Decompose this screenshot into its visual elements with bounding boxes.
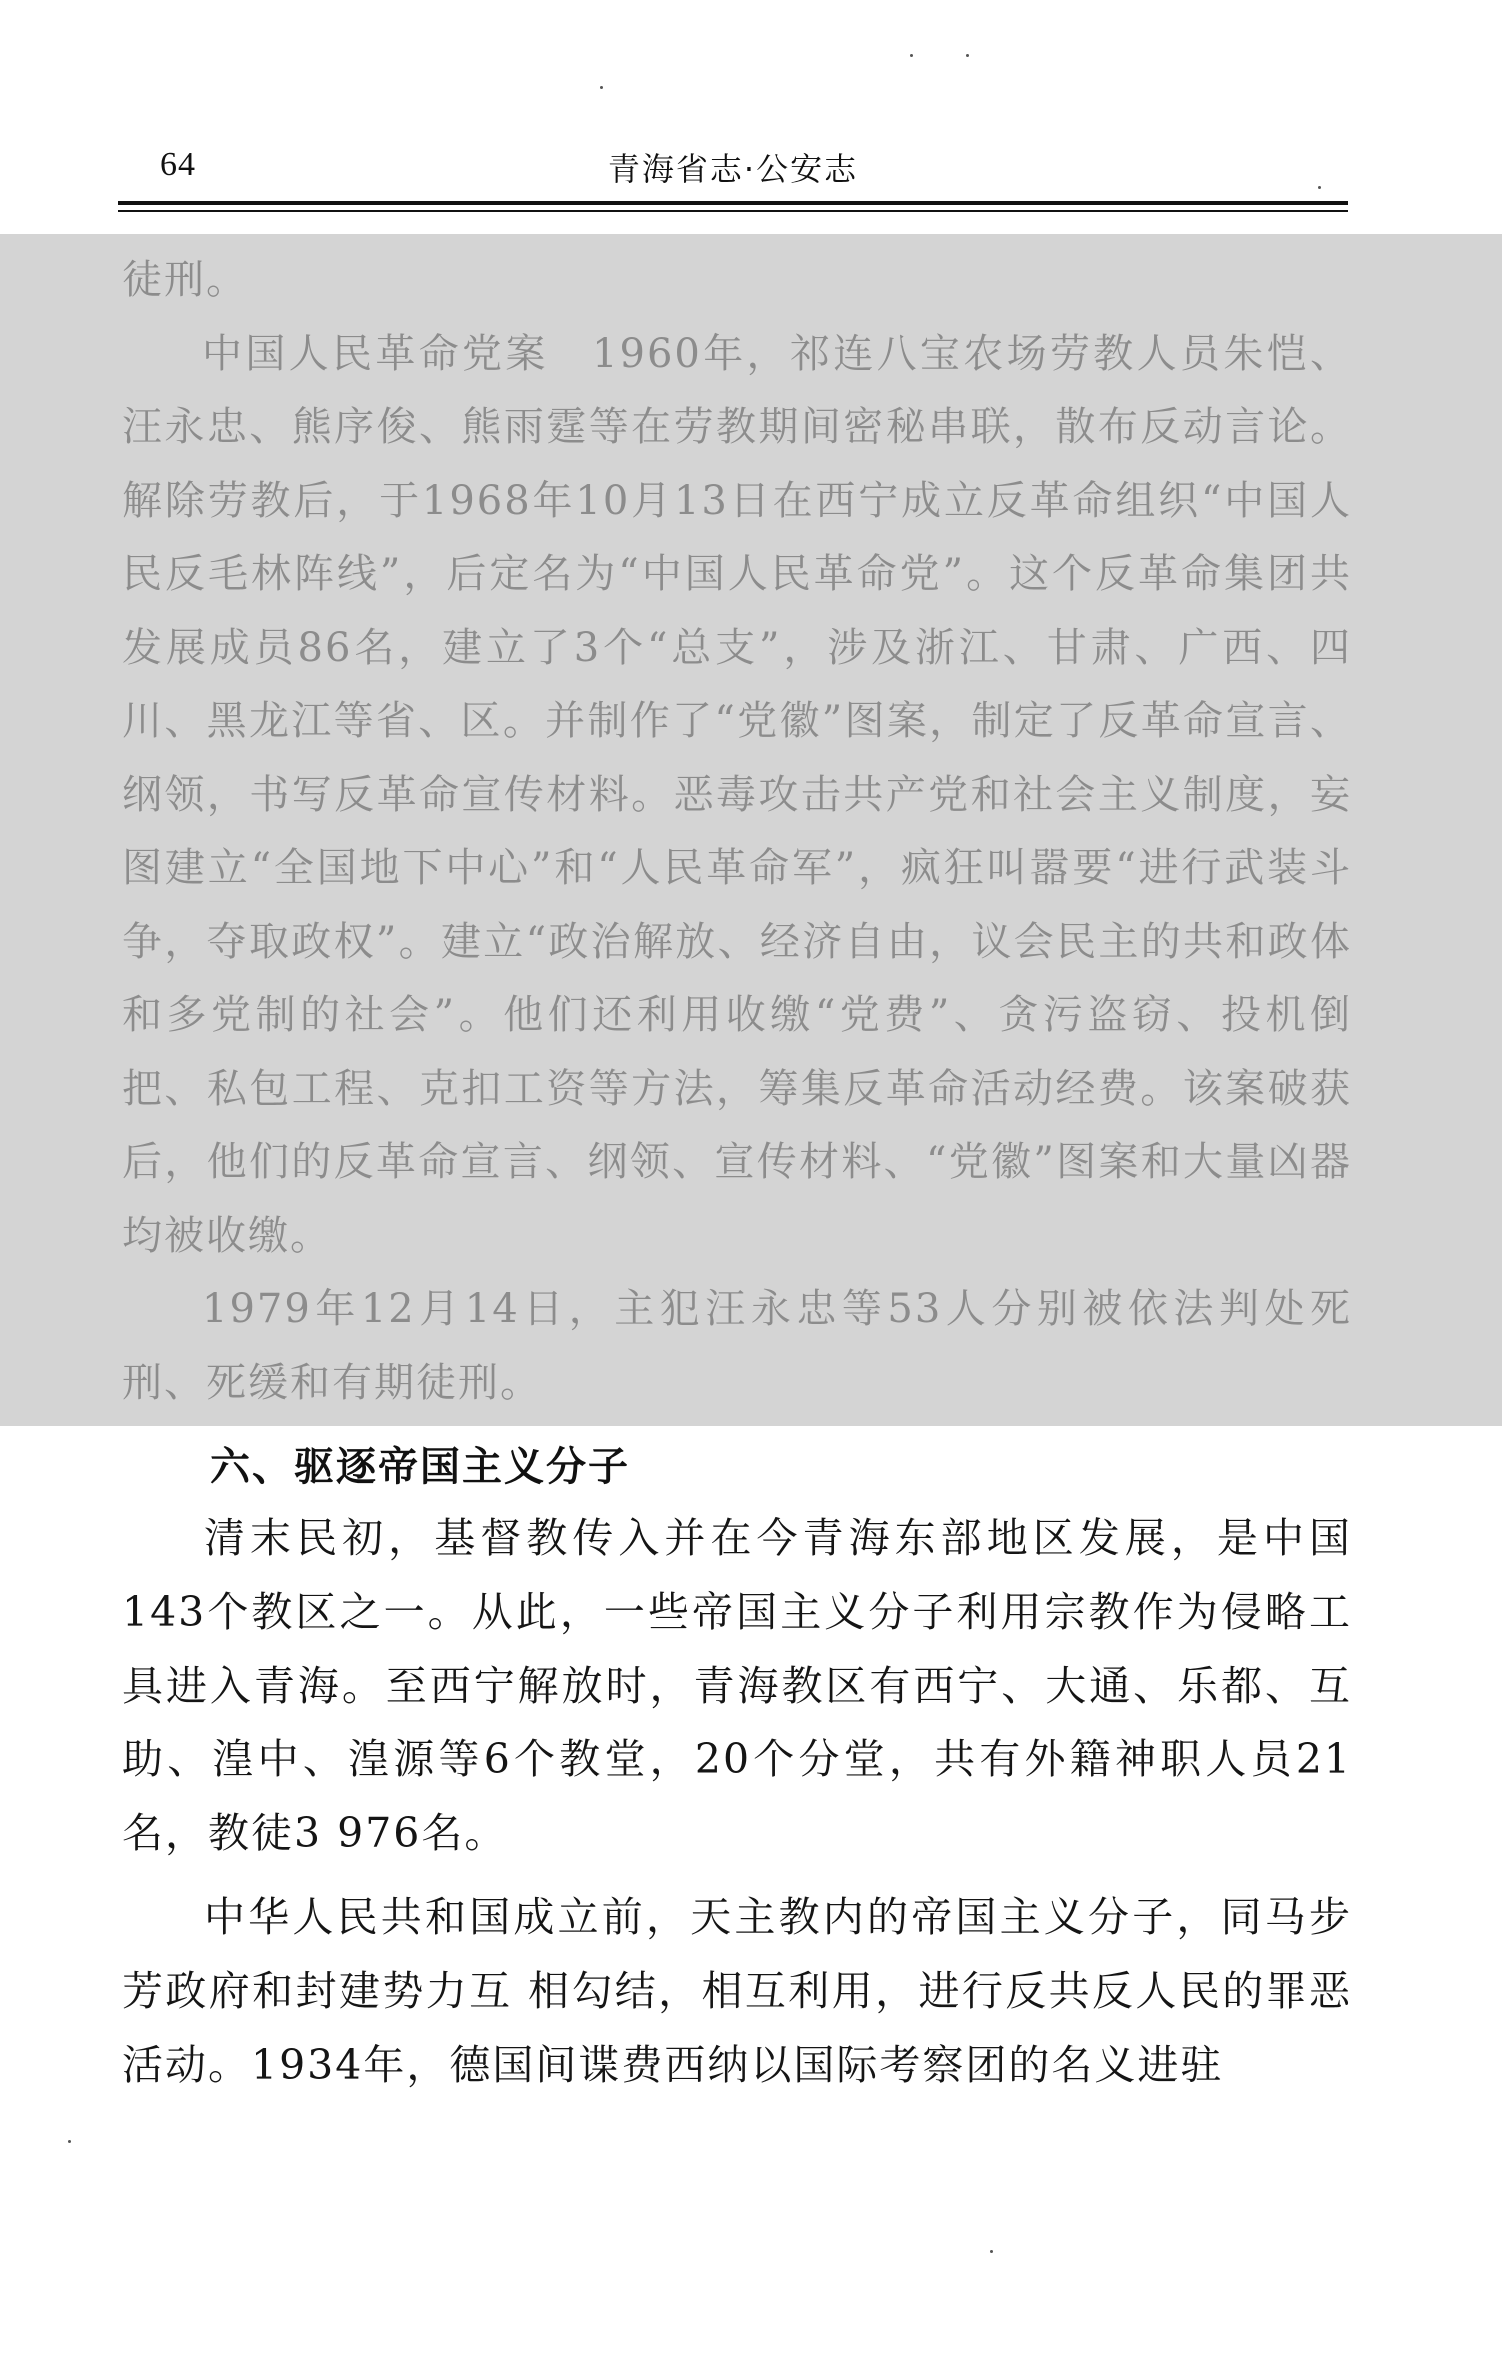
verdict-paragraph: 1979年12月14日，主犯汪永忠等53人分别被依法判处死刑、死缓和有期徒刑。 xyxy=(122,1286,1352,1406)
case-paragraph xyxy=(122,318,1352,1274)
body-paragraph-2: 中华人民共和国成立前，天主教内的帝国主义分子，同马步芳政府和封建势力互 相勾结，相互利用，进行反共反人民的罪恶活动。1934年，德国间谍费西纳以国际考察团的名义进驻 xyxy=(122,1892,1352,2089)
passage-continuation: 徒刑。 xyxy=(122,257,248,303)
scan-speck xyxy=(966,54,969,57)
header-rule-thick xyxy=(118,201,1348,205)
body-paragraph-1: 清末民初，基督教传入并在今青海东部地区发展，是中国143个教区之一。从此，一些帝国主义分子利用宗教作为侵略工具进入青海。至西宁解放时，青海教区有西宁、大通、乐都、互助、湟中、湟源等6个教堂，20个分堂，共有外籍神职人员21名，教徒3 976名。 xyxy=(122,1514,1352,1858)
highlighted-passage xyxy=(122,244,1352,1420)
running-title: 青海省志·公安志 xyxy=(607,150,859,188)
scan-speck xyxy=(910,54,913,57)
case-title-gap xyxy=(549,331,592,377)
scan-speck xyxy=(990,2250,993,2253)
section-heading: 六、驱逐帝国主义分子 xyxy=(210,1444,630,1490)
scan-speck xyxy=(68,2140,71,2143)
page-number: 64 xyxy=(160,146,196,183)
running-header xyxy=(118,140,1348,200)
scan-speck xyxy=(600,86,603,89)
section-body xyxy=(122,1502,1352,2112)
case-text: 1960年，祁连八宝农场劳教人员朱恺、汪永忠、熊序俊、熊雨霆等在劳教期间密秘串联，散布反动言论。解除劳教后，于1968年10月13日在西宁成立反革命组织“中国人民反毛林阵线”，后定名为“中国人民革命党”。这个反革命集团共发展成员86名，建立了3个“总支”，涉及浙江、甘肃、广西、四川、黑龙江等省、区。并制作了“党徽”图案，制定了反革命宣言、纲领，书写反革命宣传材料。恶毒攻击共产党和社会主义制度，妄图建立“全国地下中心”和“人民革命军”，疯狂叫嚣要“进行武装斗争，夺取政权”。建立“政治解放、经济自由，议会民主的共和政体和多党制的社会”。他们还利用收缴“党费”、贪污盗窃、投机倒把、私包工程、克扣工资等方法，筹集反革命活动经费。该案破获后，他们的反革命宣言、纲领、宣传材料、“党徽”图案和大量凶器均被收缴。 xyxy=(122,330,1353,1259)
scan-speck xyxy=(1318,186,1321,189)
case-title: 中国人民革命党案 xyxy=(202,330,549,377)
header-rule-thin xyxy=(118,210,1348,212)
